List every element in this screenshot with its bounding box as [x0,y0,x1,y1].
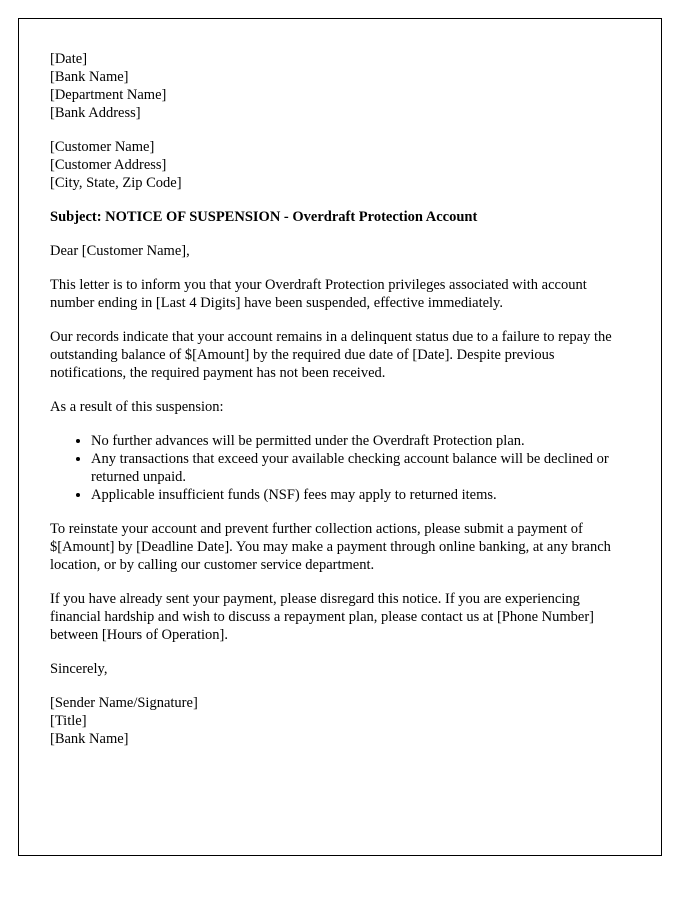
signature-bank-line: [Bank Name] [50,731,129,747]
subject-line: Subject: NOTICE OF SUSPENSION - Overdraft Protection Account [50,209,478,225]
signature-block [50,694,631,748]
closing-paragraph-1: To reinstate your account and prevent further collection actions, please submit a payment of $[Amount] by [Deadline Date]. You may make a payment through online banking, at any branch location, or by calling our customer service department. [50,521,611,573]
closing-paragraph-2: If you have already sent your payment, please disregard this notice. If you are experiencing financial hardship and wish to discuss a repayment plan, please contact us at [Phone Number] between [Hours of Operation]. [50,591,594,643]
body-paragraph-2: Our records indicate that your account remains in a delinquent status due to a failure to repay the outstanding balance of $[Amount] by the required due date of [Date]. Despite previous notifications, the required payment has not been received. [50,329,612,381]
signature-name-line: [Sender Name/Signature] [50,695,198,711]
signature-title-line: [Title] [50,713,87,729]
letter-container [18,18,662,856]
recipient-address-line: [Customer Address] [50,157,167,173]
bullet-item: • No further advances will be permitted under the Overdraft Protection plan. [91,432,631,450]
recipient-name-line: [Customer Name] [50,139,155,155]
body-paragraph-3: As a result of this suspension: [50,399,224,415]
sender-address-line: [Bank Address] [50,105,141,121]
sender-block [50,50,631,122]
recipient-city-state-zip-line: [City, State, Zip Code] [50,175,182,191]
sender-date-line: [Date] [50,51,88,67]
recipient-block [50,138,631,192]
sender-department-line: [Department Name] [50,87,167,103]
sender-bank-name-line: [Bank Name] [50,69,129,85]
salutation: Dear [Customer Name], [50,243,190,259]
bullet-item: • Any transactions that exceed your available checking account balance will be declined or returned unpaid. [91,450,631,486]
body-paragraph-1: This letter is to inform you that your Overdraft Protection privileges associated with account number ending in [Last 4 Digits] have been suspended, effective immediately. [50,277,587,311]
bullet-item: • Applicable insufficient funds (NSF) fees may apply to returned items. [91,486,631,504]
suspension-bullet-list [50,432,631,504]
sign-off: Sincerely, [50,661,108,677]
